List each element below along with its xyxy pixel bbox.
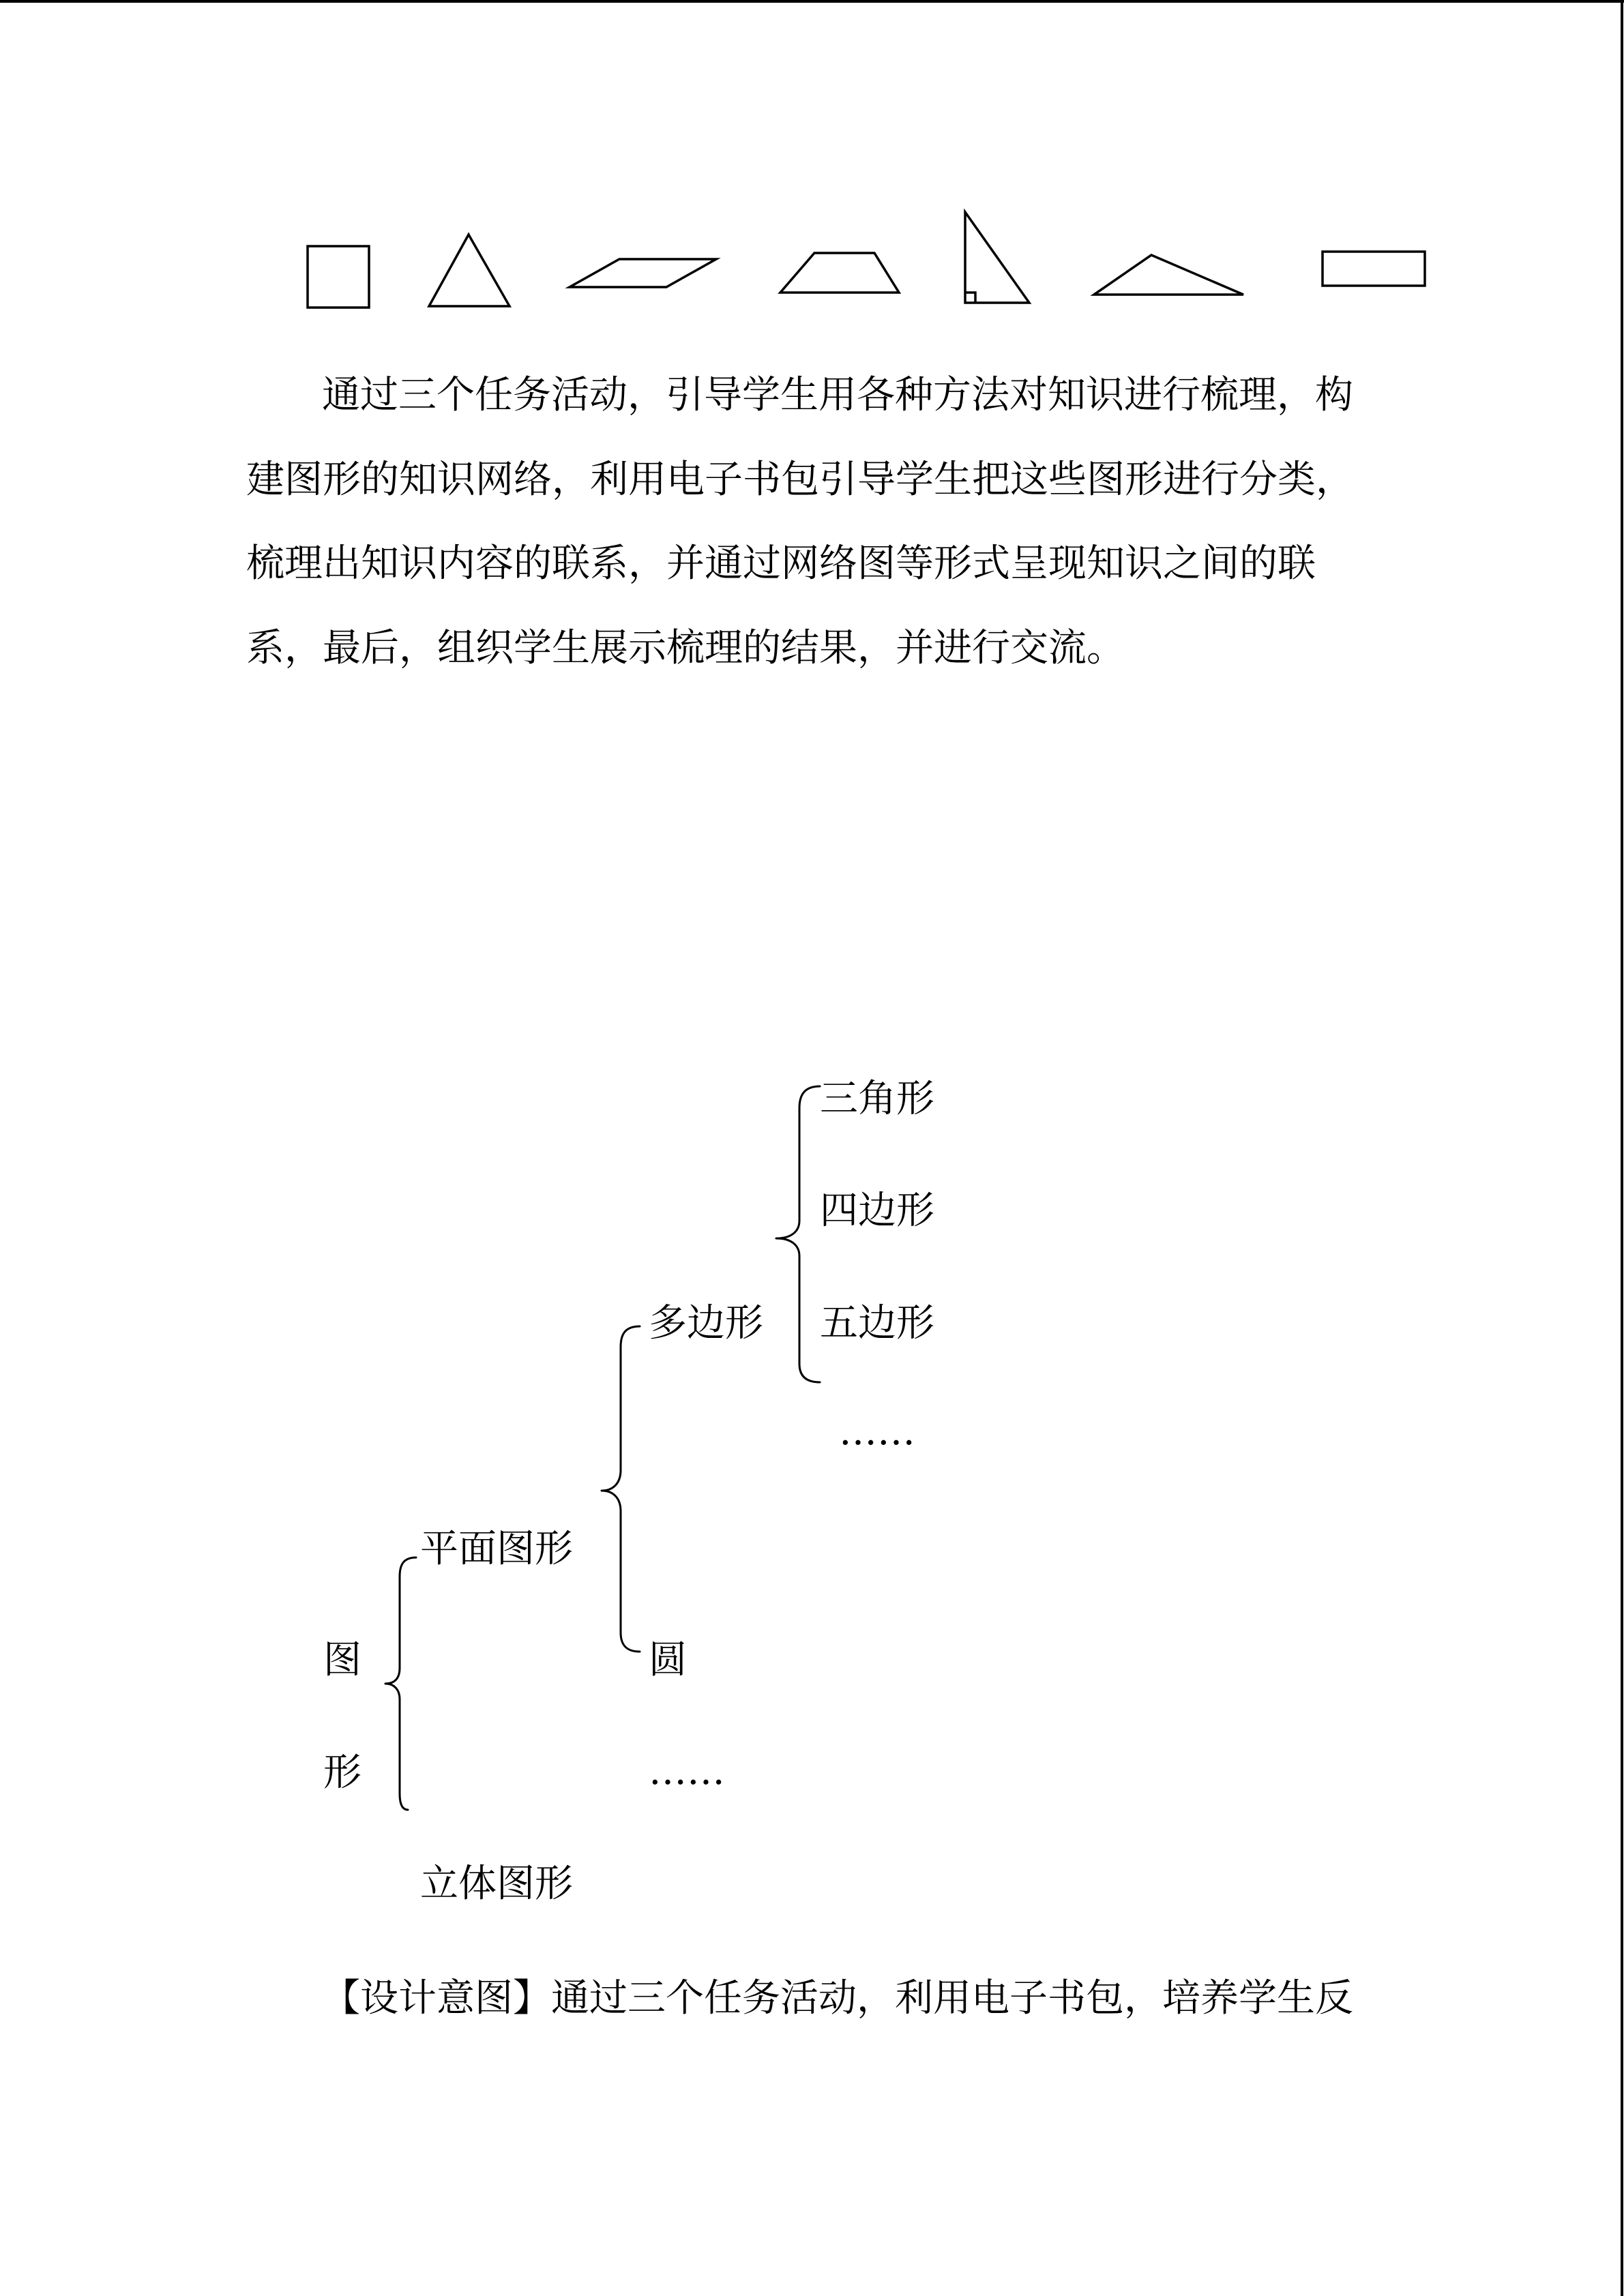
shape-figures-row: [308, 212, 1425, 308]
tree-node-quadrilateral: 四边形: [820, 1189, 934, 1233]
body-paragraph-line: 梳理出知识内容的联系，并通过网络图等形式呈现知识之间的联: [246, 541, 1316, 586]
trapezoid-figure: [780, 253, 899, 293]
tree-root-char: 形: [323, 1750, 361, 1795]
body-paragraph-line: 系，最后，组织学生展示梳理的结果，并进行交流。: [246, 626, 1125, 670]
polygon-children-brace: [776, 1086, 820, 1382]
tree-node-polygon-more: ……: [839, 1410, 915, 1454]
design-intent-line: 【设计意图】通过三个任务活动，利用电子书包，培养学生反: [322, 1976, 1353, 2021]
obtuse-triangle-figure: [1094, 255, 1243, 295]
square-figure: [308, 246, 369, 308]
body-paragraph-line: 建图形的知识网络，利用电子书包引导学生把这些图形进行分类，: [246, 458, 1354, 502]
tree-node-polygon: 多边形: [649, 1301, 763, 1345]
tree-root-char: 图: [323, 1638, 361, 1682]
rectangle-figure: [1323, 252, 1425, 286]
right-angle-mark: [965, 293, 975, 303]
tree-node-plane-more: ……: [649, 1749, 725, 1793]
tree-node-triangle: 三角形: [820, 1077, 934, 1121]
body-paragraph-line: 通过三个任务活动，引导学生用各种方法对知识进行梳理，构: [322, 373, 1353, 417]
tree-node-circle: 圆: [649, 1638, 687, 1682]
graphics-root-brace: [385, 1557, 416, 1810]
parallelogram-figure: [570, 259, 716, 287]
right-triangle-outline: [965, 212, 1029, 303]
plane-figures-brace: [602, 1326, 640, 1652]
tree-node-pentagon: 五边形: [820, 1301, 934, 1345]
tree-node-plane-figures: 平面图形: [420, 1527, 573, 1571]
tree-node-solid-figures: 立体图形: [420, 1862, 573, 1906]
triangle-figure: [429, 235, 510, 306]
classification-braces: [385, 1086, 820, 1810]
right-triangle-figure: [965, 212, 1029, 303]
